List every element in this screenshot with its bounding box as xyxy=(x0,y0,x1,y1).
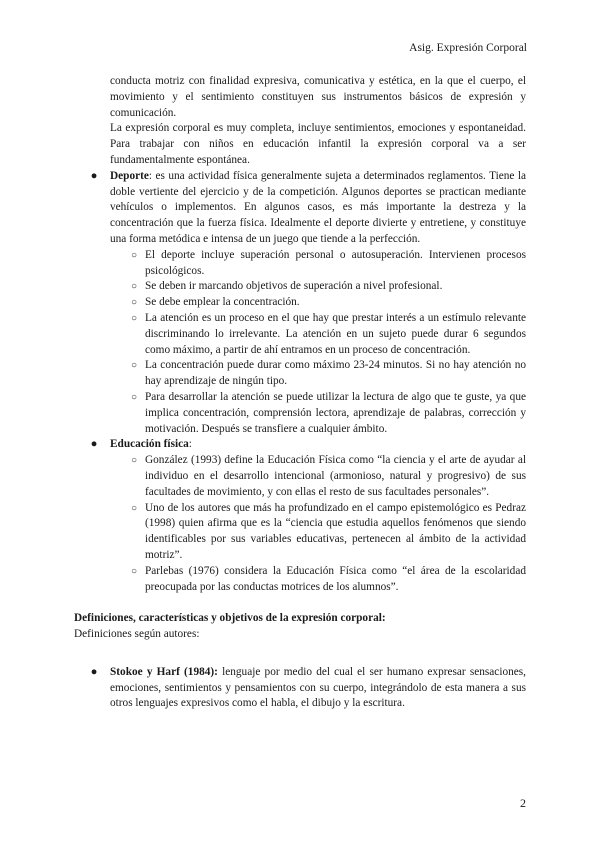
list-item: ○ El deporte incluye superación personal o autosuperación. Intervienen procesos psicológicos. xyxy=(74,248,526,280)
bullet-dot-icon: ● xyxy=(90,665,98,678)
bullet-stokoe-harf xyxy=(74,665,526,712)
circle-bullet-icon: ○ xyxy=(130,565,138,577)
section-subtitle: Definiciones según autores: xyxy=(74,628,200,641)
circle-bullet-icon: ○ xyxy=(130,502,138,514)
circle-bullet-icon: ○ xyxy=(130,455,138,467)
stokoe-text: lenguaje por medio del cual el ser humano expresar sensaciones, emociones, sentimientos y pensamientos con su cuerpo, integrándolo de esta manera a sus otros lenguajes expresivos como el habla, el dibujo y la escritura. xyxy=(110,665,526,710)
page-number: 2 xyxy=(520,796,526,810)
circle-bullet-icon: ○ xyxy=(130,249,138,261)
list-item: ○ Para desarrollar la atención se puede utilizar la lectura de algo que te guste, ya que implica concentración, comprensión lectora, aprendizaje de palabras, corrección y motivación. Después se transfiere a cualquier ámbito. xyxy=(74,390,526,437)
bullet-dot-icon: ● xyxy=(90,438,98,451)
intro-paragraph-1: conducta motriz con finalidad expresiva, comunicativa y estética, en la que el cuerpo, el movimiento y el sentimiento constituyen sus instrumentos básicos de expresión y comunicación. xyxy=(110,75,526,119)
list-item: ○ Uno de los autores que más ha profundizado en el campo epistemológico es Pedraz (1998) quien afirma que es la “ciencia que estudia aquellos fenómenos que siendo identificables por sus variables educativas, pertenecen al ámbito de la actividad motriz”. xyxy=(74,501,526,564)
circle-bullet-icon: ○ xyxy=(130,360,138,372)
educacion-fisica-text: : xyxy=(188,438,192,451)
list-item: ○ González (1993) define la Educación Física como “la ciencia y el arte de ayudar al individuo en el desarrollo intencional (armonioso, natural y progresivo) de sus facultades de movimiento, y con ellas el resto de sus facultades personales”. xyxy=(74,453,526,500)
circle-bullet-icon: ○ xyxy=(130,312,138,324)
page-header: Asig. Expresión Corporal xyxy=(409,42,527,54)
circle-bullet-icon: ○ xyxy=(130,391,138,403)
document-body xyxy=(74,74,526,712)
list-item: ○ La concentración puede durar como máximo 23-24 minutos. Si no hay atención no hay aprendizaje de ningún tipo. xyxy=(74,358,526,390)
list-item: ○ Parlebas (1976) considera la Educación Física como “el área de la escolaridad preocupada por las conductas motrices de los alumnos”. xyxy=(74,564,526,596)
term-deporte: Deporte xyxy=(110,169,149,182)
term-educacion-fisica: Educación física xyxy=(110,438,189,451)
list-item: ○ Se deben ir marcando objetivos de superación a nivel profesional. xyxy=(74,279,526,295)
circle-bullet-icon: ○ xyxy=(130,297,138,309)
circle-bullet-icon: ○ xyxy=(130,281,138,293)
bullet-educacion-fisica xyxy=(74,437,526,453)
list-item: ○ La atención es un proceso en el que hay que prestar interés a un estímulo relevante discriminando lo irrelevante. La atención en un sujeto puede durar 6 segundos como máximo, a partir de ahí entramos en un proceso de concentración. xyxy=(74,311,526,358)
section-title: Definiciones, características y objetivos de la expresión corporal: xyxy=(74,612,386,625)
deporte-text: : es una actividad física generalmente sujeta a determinados reglamentos. Tiene la doble vertiente del ejercicio y de la competición. Algunos deportes se practican mediante vehículos o implementos. En algunos casos, es más importante la destreza y la concentración que la fuerza física. Idealmente el deporte divierte y entretiene, y constituye una forma metódica e intensa de un juego que tiende a la perfección. xyxy=(110,169,526,245)
list-item: ○ Se debe emplear la concentración. xyxy=(74,295,526,311)
term-stokoe-harf: Stokoe y Harf (1984): xyxy=(110,665,218,678)
intro-paragraph-2: La expresión corporal es muy completa, incluye sentimientos, emociones y espontaneidad. Para trabajar con niños en educación infantil la expresión corporal va a ser fundamentalmente espontánea. xyxy=(110,122,526,166)
spacer xyxy=(74,643,526,665)
bullet-dot-icon: ● xyxy=(90,169,98,182)
bullet-deporte xyxy=(74,169,526,248)
